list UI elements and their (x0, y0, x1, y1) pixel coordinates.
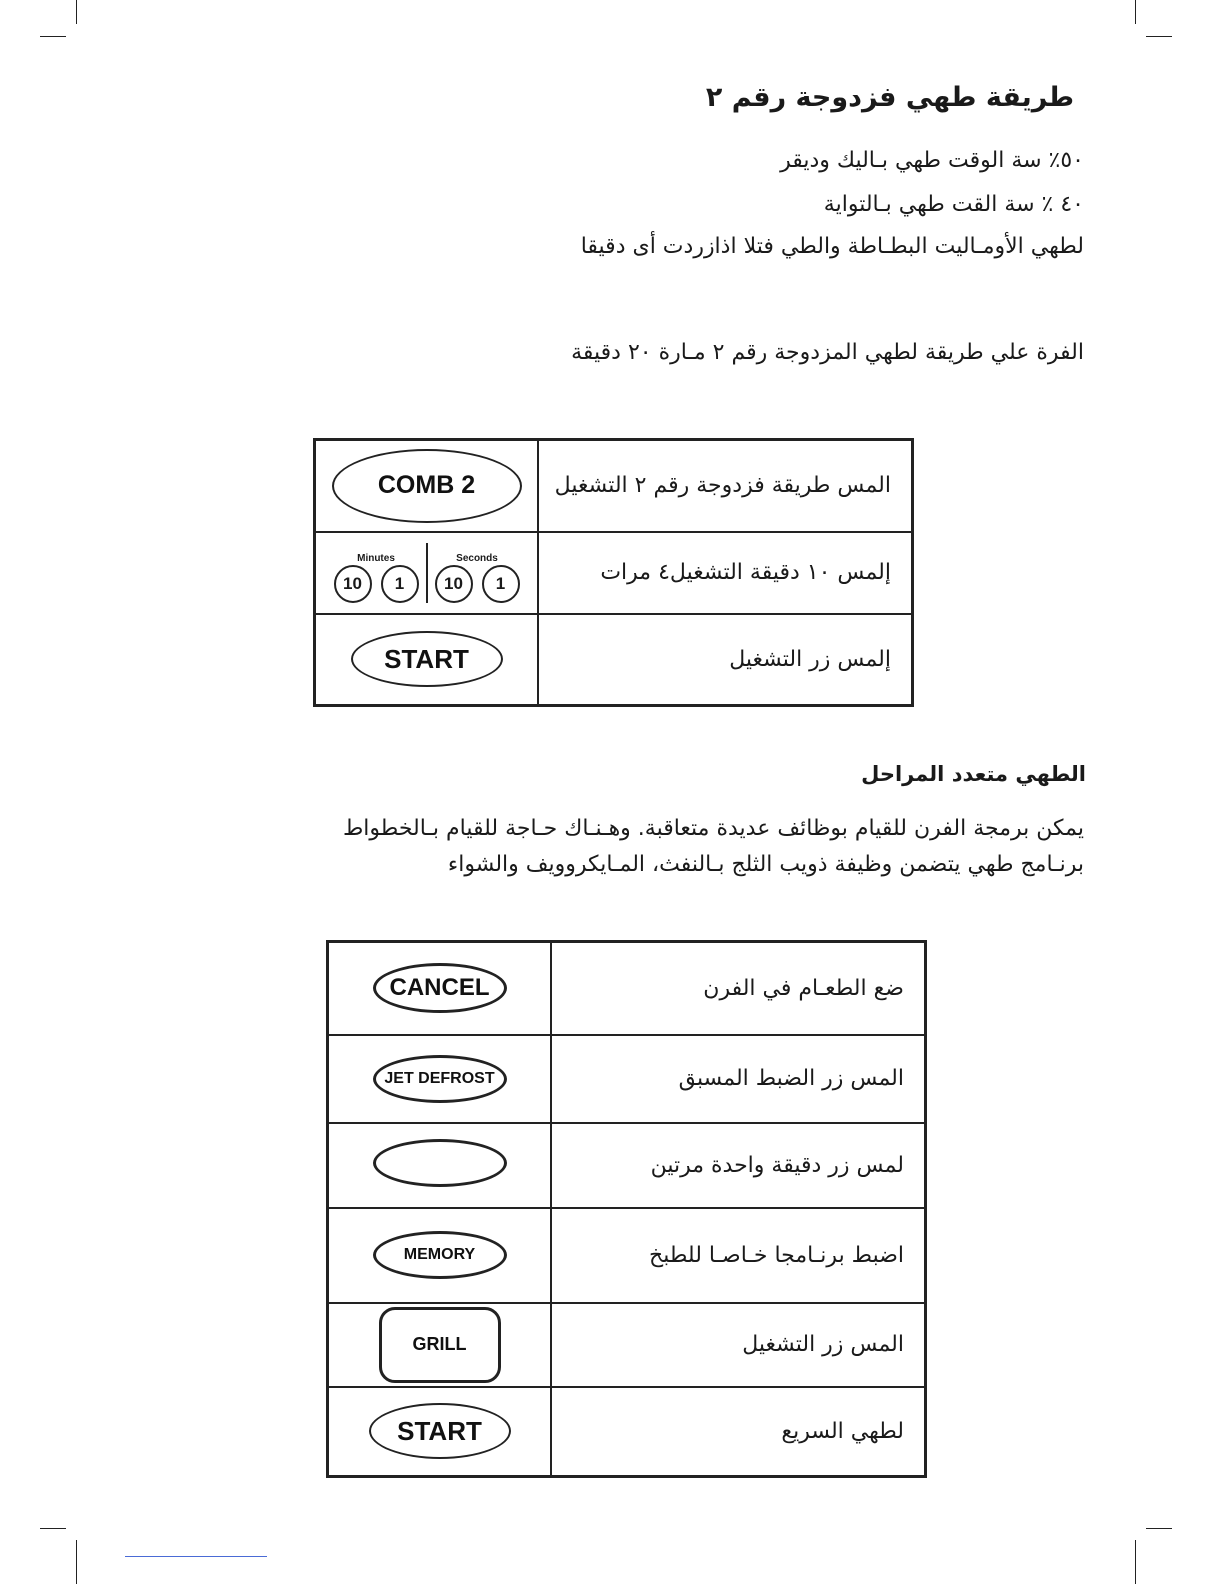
crop-mark (76, 1540, 77, 1584)
crop-mark (40, 36, 66, 37)
minutes-10-button[interactable]: 10 (334, 565, 372, 603)
seconds-10-button[interactable]: 10 (435, 565, 473, 603)
timer-cell (315, 532, 539, 614)
memory-button[interactable]: MEMORY (373, 1231, 507, 1279)
section-para-line-1: يمكن برمجة الفرن للقيام بوظائف عديدة متعاقبة. وهـنـاك حـاجة للقيام بـالخطواط (342, 816, 1084, 841)
minutes-group (334, 553, 419, 603)
timer-buttons (316, 543, 537, 603)
step-text: ضع الطعـام في الفرن (551, 942, 926, 1035)
table-row (315, 532, 913, 614)
minutes-1-button[interactable]: 1 (381, 565, 419, 603)
crop-mark (40, 1528, 66, 1529)
seconds-group (435, 553, 520, 603)
button-cell (328, 942, 552, 1035)
crop-mark (1135, 1540, 1136, 1584)
crop-mark (1135, 0, 1136, 24)
footer-rule (125, 1556, 267, 1557)
intro-line-2: ٤٠ ٪ سة القت طهي بـالتواية (823, 192, 1084, 217)
timer-divider (426, 543, 428, 603)
one-minute-button[interactable] (373, 1139, 507, 1187)
step-text: إلمس ١٠ دقيقة التشغيل٤ مرات (538, 532, 913, 614)
table-row (328, 1208, 926, 1303)
crop-mark (1146, 1528, 1172, 1529)
table-row (315, 440, 913, 532)
section-title: الطهي متعدد المراحل (861, 762, 1086, 786)
minutes-label: Minutes (357, 552, 395, 564)
step-text: المس زر التشغيل (551, 1303, 926, 1387)
start-button[interactable]: START (351, 631, 503, 687)
seconds-label: Seconds (456, 552, 498, 564)
example-line: الفرة علي طريقة لطهي المزدوجة رقم ٢ مـارة ٢٠ دقيقة (571, 340, 1084, 365)
button-cell (328, 1208, 552, 1303)
cancel-button[interactable]: CANCEL (373, 963, 507, 1013)
table-row (328, 1123, 926, 1208)
intro-line-1: ٥٠٪ سة الوقت طهي بـاليك وديقر (780, 148, 1084, 173)
steps-table-2 (326, 940, 927, 1478)
table-row (315, 614, 913, 706)
grill-button[interactable]: GRILL (379, 1307, 501, 1383)
step-text: إلمس زر التشغيل (538, 614, 913, 706)
table-row (328, 942, 926, 1035)
crop-mark (1146, 36, 1172, 37)
start-button[interactable]: START (369, 1403, 511, 1459)
steps-table-1 (313, 438, 914, 707)
crop-mark (76, 0, 77, 24)
step-text: المس زر الضبط المسبق (551, 1035, 926, 1123)
step-text: لطهي السريع (551, 1387, 926, 1477)
table-row (328, 1303, 926, 1387)
button-cell (315, 440, 539, 532)
seconds-1-button[interactable]: 1 (482, 565, 520, 603)
button-cell (315, 614, 539, 706)
step-text: المس طريقة فزدوجة رقم ٢ التشغيل (538, 440, 913, 532)
section-para-line-2: برنـامج طهي يتضمن وظيفة ذويب الثلج بـالنفث، المـايكروويف والشواء (447, 852, 1084, 877)
button-cell (328, 1387, 552, 1477)
step-text: اضبط برنـامجا خـاصـا للطبخ (551, 1208, 926, 1303)
button-cell (328, 1123, 552, 1208)
comb2-button[interactable]: COMB 2 (332, 449, 522, 523)
table-row (328, 1035, 926, 1123)
button-cell (328, 1303, 552, 1387)
step-text: لمس زر دقيقة واحدة مرتين (551, 1123, 926, 1208)
page-title: طريقة طهي فزدوجة رقم ٢ (705, 82, 1074, 113)
jet-defrost-button[interactable]: JET DEFROST (373, 1055, 507, 1103)
table-row (328, 1387, 926, 1477)
button-cell (328, 1035, 552, 1123)
intro-line-3: لطهي الأومـاليت البطـاطة والطي فتلا اذازردت أى دقيقا (580, 234, 1084, 259)
